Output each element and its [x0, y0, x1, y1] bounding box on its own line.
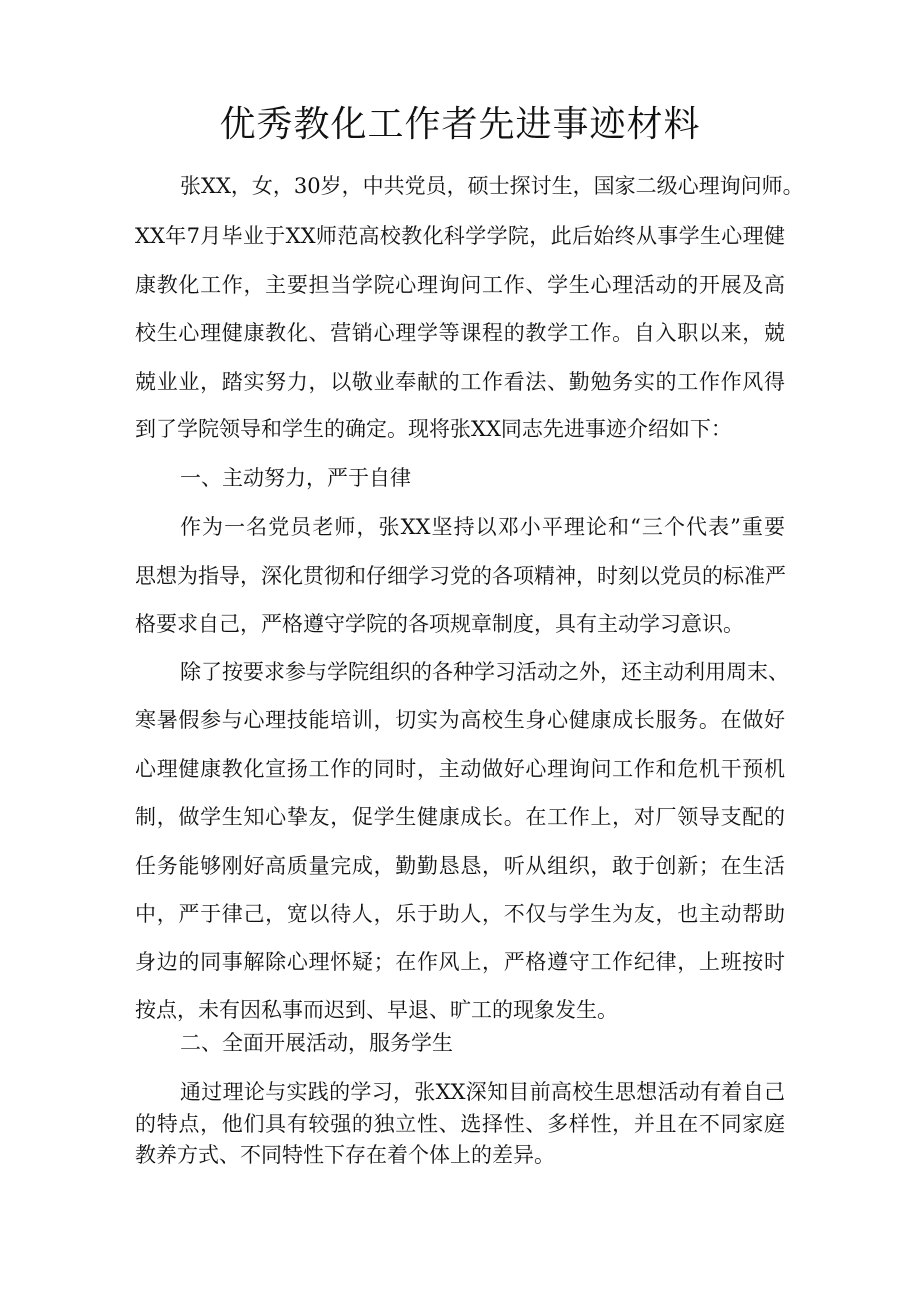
paragraph-line: 到了学院领导和学生的确定。现将张XX同志先进事迹介绍如下：	[135, 417, 732, 441]
paragraph-line: 思想为指导，深化贯彻和仔细学习党的各项精神，时刻以党员的标准严	[135, 564, 786, 588]
paragraph-line: 寒暑假参与心理技能培训，切实为高校生身心健康成长服务。在做好	[135, 708, 785, 732]
paragraph-line: 校生心理健康教化、营销心理学等课程的教学工作。自入职以来，兢	[135, 321, 785, 345]
paragraph-line: 康教化工作，主要担当学院心理询问工作、学生心理活动的开展及高	[135, 273, 785, 297]
paragraph-line: 通过理论与实践的学习，张XX深知目前高校生思想活动有着自己	[180, 1080, 785, 1104]
section-heading: 二、全面开展活动，服务学生	[180, 1031, 453, 1055]
paragraph-line: 作为一名党员老师，张XX坚持以邓小平理论和“三个代表”重要	[180, 515, 785, 539]
paragraph-line: XX年7月毕业于XX师范高校教化科学学院，此后始终从事学生心理健	[135, 224, 785, 248]
paragraph-line: 身边的同事解除心理怀疑；在作风上，严格遵守工作纪律，上班按时	[135, 950, 785, 974]
paragraph-line: 制，做学生知心挚友，促学生健康成长。在工作上，对厂领导支配的	[135, 805, 785, 829]
document-title: 优秀教化工作者先进事迹材料	[219, 104, 701, 145]
paragraph-line: 张XX，女，30岁，中共党员，硕士探讨生，国家二级心理询问师。	[180, 174, 804, 198]
paragraph-line: 除了按要求参与学院组织的各种学习活动之外，还主动利用周末、	[180, 660, 789, 684]
paragraph-line: 任务能够刚好高质量完成，勤勤恳恳，听从组织，敢于创新；在生活	[135, 854, 785, 878]
paragraph-line: 教养方式、不同特性下存在着个体上的差异。	[135, 1143, 555, 1167]
paragraph-line: 的特点，他们具有较强的独立性、选择性、多样性，并且在不同家庭	[135, 1112, 785, 1136]
paragraph-line: 格要求自己，严格遵守学院的各项规章制度，具有主动学习意识。	[135, 612, 744, 636]
paragraph-line: 兢业业，踏实努力，以敬业奉献的工作看法、勤勉务实的工作作风得	[135, 370, 785, 394]
paragraph-line: 中，严于律己，宽以待人，乐于助人，不仅与学生为友，也主动帮助	[135, 902, 785, 926]
paragraph-line: 心理健康教化宣扬工作的同时，主动做好心理询问工作和危机干预机	[135, 757, 785, 781]
paragraph-line: 按点，未有因私事而迟到、早退、旷工的现象发生。	[135, 998, 618, 1022]
section-heading: 一、主动努力，严于自律	[180, 466, 411, 490]
